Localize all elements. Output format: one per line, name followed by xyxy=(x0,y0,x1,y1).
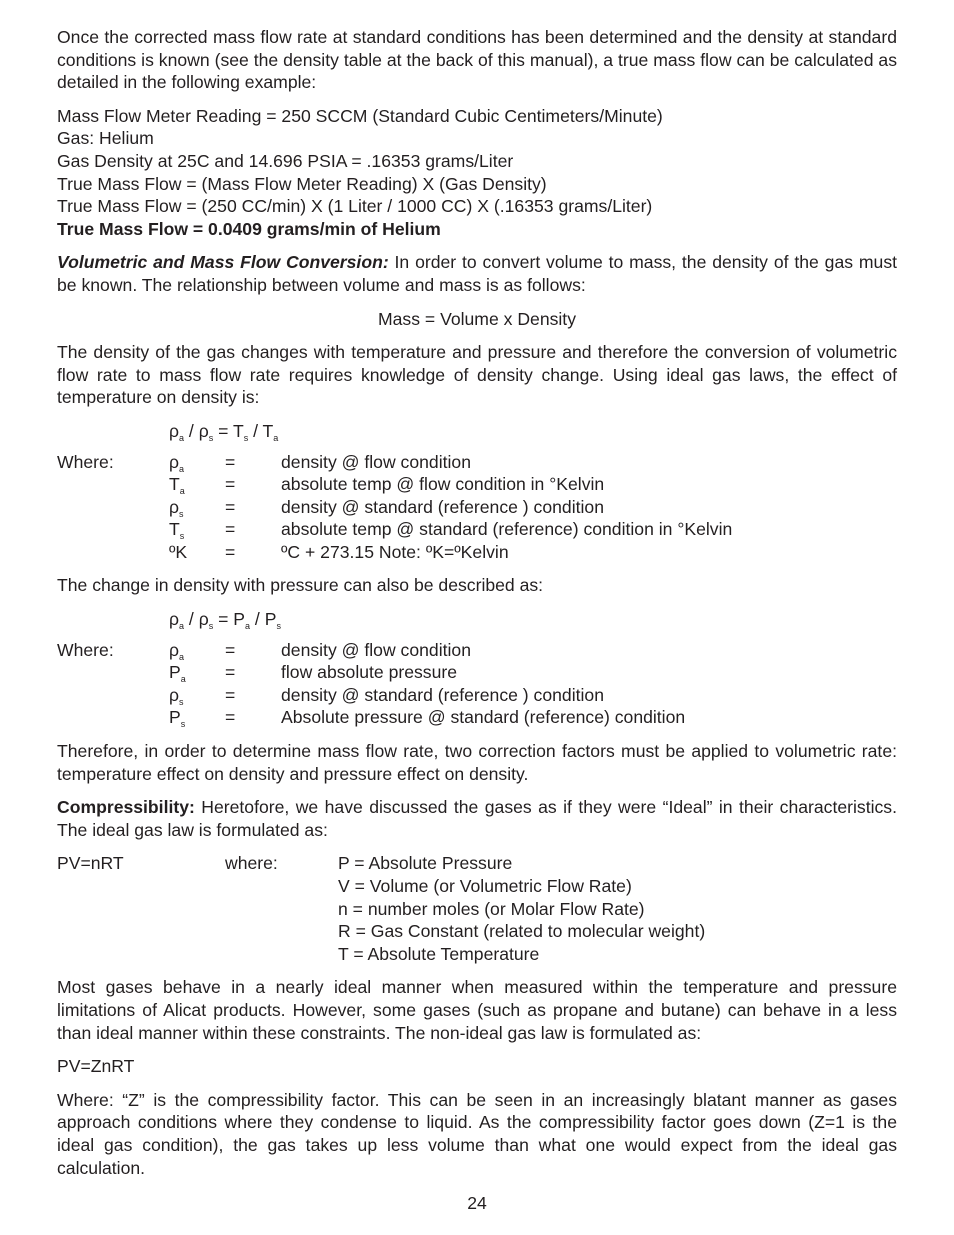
formula-subscript: a xyxy=(179,621,185,632)
volumetric-paragraph xyxy=(57,251,897,296)
equals-sign: = xyxy=(225,662,236,683)
nonideal-paragraph: Most gases behave in a nearly ideal manner when measured within the temperature and pressure limitations of Alicat products. However, some gases (such as propane and butane) can behave in a less than ideal manner within these constraints. The non-ideal gas law is formulated as: xyxy=(57,977,897,1043)
where-label: where: xyxy=(225,853,278,874)
definition-row xyxy=(57,639,897,662)
definition-text: density @ standard (reference ) condition xyxy=(281,496,604,517)
symbol: $P_a$ xyxy=(169,662,186,685)
formula-subscript: a xyxy=(245,621,251,632)
example-line: Gas: Helium xyxy=(57,128,154,149)
equals-sign: = xyxy=(225,519,236,540)
symbol: $\rho_a$ xyxy=(169,639,185,662)
compressibility-paragraph xyxy=(57,796,897,841)
manual-page xyxy=(57,26,897,1179)
symbol: $\rho_s$ xyxy=(169,684,184,707)
therefore-paragraph: Therefore, in order to determine mass flow rate, two correction factors must be applied to volumetric rate: temperature effect on density and pressure effect on density. xyxy=(57,741,897,784)
formula-subscript: a xyxy=(179,432,185,443)
example-line: Gas Density at 25C and 14.696 PSIA = .16353 grams/Liter xyxy=(57,150,514,171)
symbol: $\rho_a$ xyxy=(169,451,185,474)
symbol: $P_s$ xyxy=(169,707,186,730)
formula-term: ρ xyxy=(169,420,180,441)
formula-subscript: s xyxy=(208,432,214,443)
formula-subscript: s xyxy=(208,621,214,632)
definition-row xyxy=(57,518,897,541)
temperature-definitions xyxy=(57,451,897,564)
equals-sign: = xyxy=(225,684,236,705)
example-line: True Mass Flow = (250 CC/min) X (1 Liter / 1000 CC) X (.16353 grams/Liter) xyxy=(57,196,653,217)
equals-sign: = xyxy=(225,451,236,472)
where-label: Where: xyxy=(57,639,114,660)
variable-definition: T = Absolute Temperature xyxy=(338,943,540,964)
definition-row xyxy=(57,496,897,519)
equals-sign: = xyxy=(225,541,236,562)
where-label: Where: xyxy=(57,451,114,472)
intro-paragraph: Once the corrected mass flow rate at standard conditions has been determined and the density at standard conditions is known (see the density table at the back of this manual), a true mass flow can be calculated as detailed in the following example: xyxy=(57,27,897,93)
definition-text: density @ flow condition xyxy=(281,451,471,472)
variable-definition: V = Volume (or Volumetric Flow Rate) xyxy=(338,876,632,896)
definition-text: absolute temp @ flow condition in °Kelvin xyxy=(281,474,605,495)
pressure-definitions xyxy=(57,639,897,729)
volumetric-heading: Volumetric and Mass Flow Conversion: xyxy=(57,252,389,273)
compressibility-heading: Compressibility: xyxy=(57,797,195,818)
formula-term: = P xyxy=(213,609,246,630)
formula-subscript: s xyxy=(276,621,281,632)
definition-text: flow absolute pressure xyxy=(281,662,458,683)
formula-term: / T xyxy=(248,420,274,441)
example-line: True Mass Flow = (Mass Flow Meter Reading) X (Gas Density) xyxy=(57,173,547,194)
example-block xyxy=(57,105,897,241)
variable-definition: R = Gas Constant (related to molecular weight) xyxy=(338,921,706,942)
formula-term: = T xyxy=(213,420,244,441)
example-line: Mass Flow Meter Reading = 250 SCCM (Standard Cubic Centimeters/Minute) xyxy=(57,105,663,126)
compressibility-factor-paragraph: Where: “Z” is the compressibility factor. This can be seen in an increasingly blatant manner as gases approach conditions where they condense to liquid. As the compressibility factor goes down (Z=1 is the ideal gas condition), the gas takes up less volume than what one would expect from the ideal gas calculation. xyxy=(57,1089,897,1178)
example-result: True Mass Flow = 0.0409 grams/min of Helium xyxy=(57,218,441,239)
definition-row xyxy=(57,661,897,684)
definition-row xyxy=(57,473,897,496)
equals-sign: = xyxy=(225,496,236,517)
ideal-gas-row xyxy=(57,875,897,898)
symbol: $T_s$ xyxy=(169,519,185,542)
ideal-gas-row xyxy=(57,852,897,875)
pressure-formula xyxy=(57,608,897,631)
volumetric-text: In order to convert volume to mass, the density of the gas must be known. The relationship between volume and mass is as follows: xyxy=(57,252,898,295)
formula-term: / P xyxy=(250,609,277,630)
nonideal-gas-law: PV=ZnRT xyxy=(57,1056,135,1077)
equals-sign: = xyxy=(225,707,236,728)
temperature-formula xyxy=(57,420,897,443)
definition-text: density @ standard (reference ) condition xyxy=(281,684,604,705)
ideal-gas-row xyxy=(57,920,897,943)
ideal-gas-row xyxy=(57,898,897,921)
compressibility-text: Heretofore, we have discussed the gases as if they were “Ideal” in their characteristics. The ideal gas law is formulated as: xyxy=(57,797,897,840)
symbol: $T_a$ xyxy=(169,474,185,497)
formula-term: / ρ xyxy=(184,609,209,630)
formula-term: / ρ xyxy=(184,420,209,441)
equals-sign: = xyxy=(225,639,236,660)
formula-term: ρ xyxy=(169,609,180,630)
definition-text: density @ flow condition xyxy=(281,639,471,660)
variable-definition: P = Absolute Pressure xyxy=(338,853,513,874)
ideal-gas-law: PV=nRT xyxy=(57,853,124,874)
ideal-gas-law-block xyxy=(57,852,897,965)
pressure-paragraph: The change in density with pressure can also be described as: xyxy=(57,575,544,596)
ideal-gas-row xyxy=(57,943,897,966)
definition-text: Absolute pressure @ standard (reference) condition xyxy=(281,707,686,728)
equals-sign: = xyxy=(225,474,236,495)
formula-subscript: a xyxy=(273,432,279,443)
definition-row xyxy=(57,684,897,707)
symbol: $\rho_s$ xyxy=(169,496,184,519)
formula-subscript: s xyxy=(243,432,249,443)
symbol: ºK xyxy=(169,541,188,562)
mass-volume-equation: Mass = Volume x Density xyxy=(377,308,576,329)
definition-row xyxy=(57,706,897,729)
definition-row xyxy=(57,541,897,564)
variable-definition: n = number moles (or Molar Flow Rate) xyxy=(338,898,645,919)
page-number: 24 xyxy=(467,1193,487,1213)
temperature-paragraph: The density of the gas changes with temperature and pressure and therefore the conversion of volumetric flow rate to mass flow rate requires knowledge of density change. Using ideal gas laws, the effect of temperature on density is: xyxy=(57,342,897,408)
definition-text: absolute temp @ standard (reference) condition in °Kelvin xyxy=(281,519,733,540)
definition-text: ºC + 273.15 Note: ºK=ºKelvin xyxy=(281,541,509,562)
definition-row xyxy=(57,451,897,474)
